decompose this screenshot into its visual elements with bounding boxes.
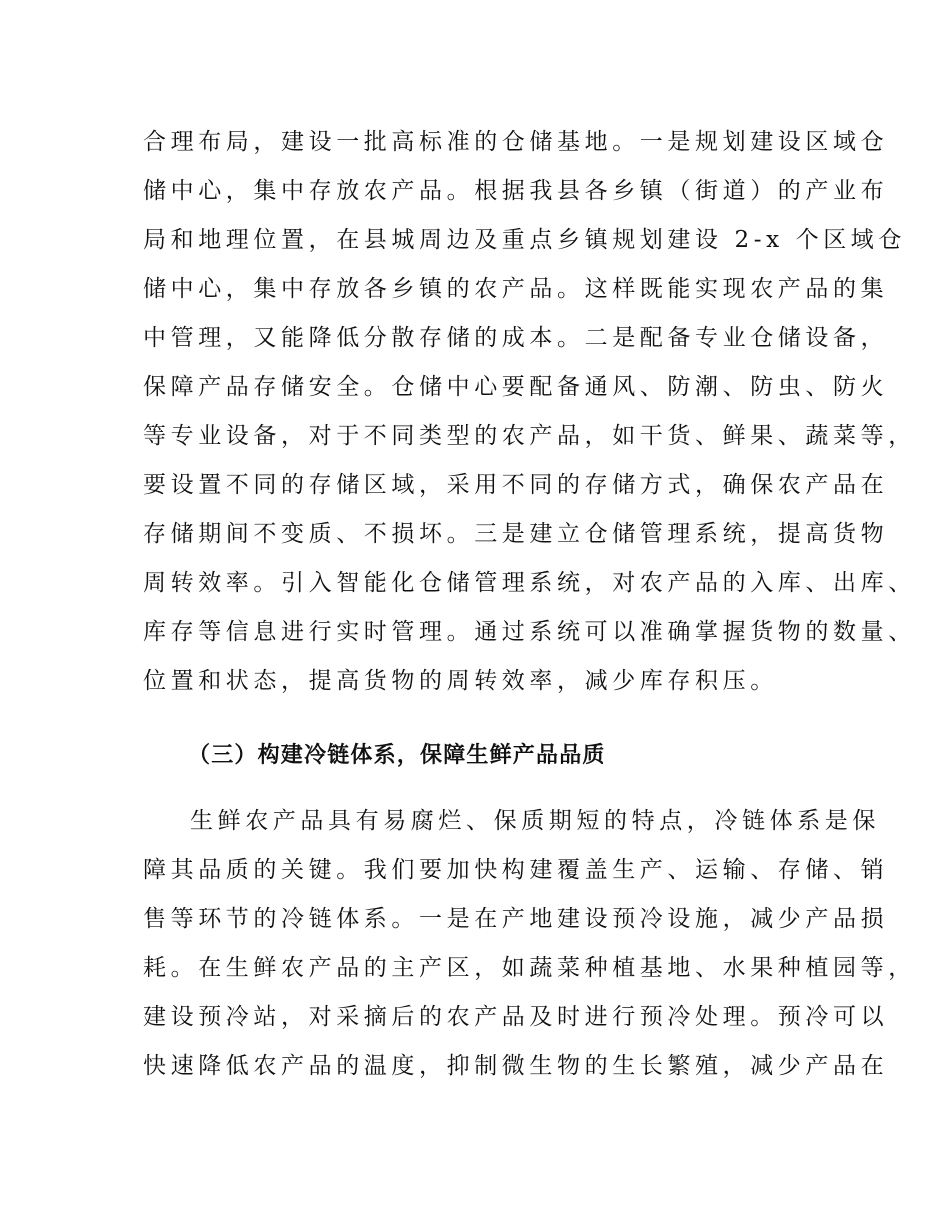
body-text-line: 库存等信息进行实时管理。通过系统可以准确掌握货物的数量、 [143, 619, 916, 645]
body-text-line: 生鲜农产品具有易腐烂、保质期短的特点，冷链体系是保 [190, 808, 880, 834]
body-text-line: 快速降低农产品的温度，抑制微生物的生长繁殖，减少产品在 [143, 1053, 889, 1079]
body-text-line: 障其品质的关键。我们要加快构建覆盖生产、运输、存储、销 [143, 857, 889, 883]
body-text-line: 售等环节的冷链体系。一是在产地建设预冷设施，减少产品损 [143, 906, 889, 932]
body-text-line: 储中心，集中存放各乡镇的农产品。这样既能实现农产品的集 [143, 276, 889, 302]
body-text-line: 合理布局，建设一批高标准的仓储基地。一是规划建设区域仓 [143, 129, 889, 155]
body-text-line: 等专业设备，对于不同类型的农产品，如干货、鲜果、蔬菜等， [143, 423, 916, 449]
body-text-line: 局和地理位置，在县城周边及重点乡镇规划建设 2-x 个区域仓 [143, 227, 906, 253]
section-heading: （三）构建冷链体系，保障生鲜产品品质 [188, 743, 606, 768]
body-text-line: 保障产品存储安全。仓储中心要配备通风、防潮、防虫、防火 [143, 374, 889, 400]
body-text-line: 要设置不同的存储区域，采用不同的存储方式，确保农产品在 [143, 472, 889, 498]
body-text-line: 建设预冷站，对采摘后的农产品及时进行预冷处理。预冷可以 [143, 1004, 889, 1030]
body-text-line: 位置和状态，提高货物的周转效率，减少库存积压。 [143, 668, 778, 694]
body-text-line: 中管理，又能降低分散存储的成本。二是配备专业仓储设备， [143, 325, 889, 351]
body-text-line: 耗。在生鲜农产品的主产区，如蔬菜种植基地、水果种植园等， [143, 955, 916, 981]
body-text-line: 周转效率。引入智能化仓储管理系统，对农产品的入库、出库、 [143, 570, 916, 596]
body-text-line: 储中心，集中存放农产品。根据我县各乡镇（街道）的产业布 [143, 178, 889, 204]
body-text-line: 存储期间不变质、不损坏。三是建立仓储管理系统，提高货物 [143, 521, 889, 547]
